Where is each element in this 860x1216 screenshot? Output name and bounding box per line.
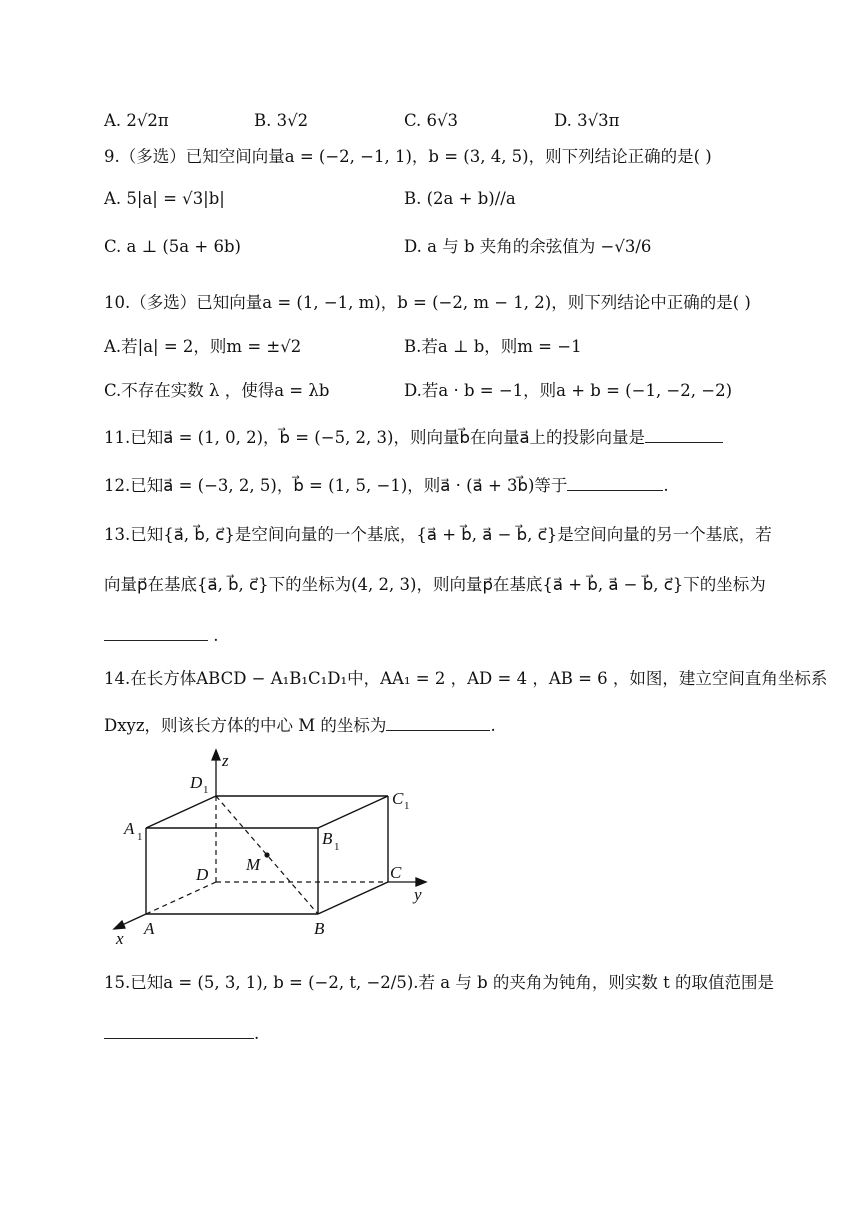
q11-line (104, 426, 723, 449)
edge-bc (318, 882, 388, 914)
label-d: D (196, 865, 209, 884)
q13-end: . (213, 626, 219, 645)
q9-option-c: C. a ⊥ (5a + 6b) (104, 237, 241, 256)
q10-stem: 10.（多选）已知向量a = (1, −1, m)，b = (−2, m − 1, 2)，则下列结论中正确的是( ) (104, 293, 751, 312)
q10-option-a: A.若|a| = 2，则m = ±√2 (104, 337, 302, 356)
q14-end: . (490, 716, 496, 735)
label-c1-sub: 1 (404, 800, 410, 812)
x-axis-arrow (114, 921, 125, 929)
cuboid-figure (108, 748, 448, 948)
label-y: y (414, 885, 422, 904)
q8-option-c: C. 6√3 (404, 111, 459, 130)
q15-line: 15.已知a = (5, 3, 1), b = (−2, t, −2/5).若 a 与 b 的夹角为钝角，则实数 t 的取值范围是 (104, 973, 775, 992)
label-z: z (222, 751, 229, 770)
q14-text: Dxyz，则该长方体的中心 M 的坐标为 (104, 716, 387, 735)
q8-option-d: D. 3√3π (554, 111, 620, 130)
edge-ad-hidden (146, 882, 216, 914)
label-x: x (116, 929, 124, 948)
q15-end: . (254, 1024, 260, 1043)
edge-b1c1 (318, 796, 388, 828)
edge-a1d1 (146, 796, 216, 828)
q9-option-d: D. a 与 b 夹角的余弦值为 −√3/6 (404, 237, 652, 256)
q14-answer-blank (386, 714, 490, 731)
label-a: A (144, 919, 155, 938)
label-a1: A (124, 819, 135, 838)
q9-option-a: A. 5|a| = √3|b| (104, 189, 225, 208)
q8-option-b: B. 3√2 (254, 111, 309, 130)
q11-answer-blank (645, 426, 723, 443)
q13-line2: 向量p⃗在基底{a⃗, b⃗, c⃗}下的坐标为(4, 2, 3)，则向量p⃗在基底{a⃗ + b⃗, a⃗ − b⃗, c⃗}下的坐标为 (104, 575, 766, 594)
z-axis-arrow (212, 750, 220, 760)
q10-option-c: C.不存在实数 λ ，使得a = λb (104, 381, 330, 400)
label-c: C (390, 863, 402, 882)
q9-option-b: B. (2a + b)//a (404, 189, 516, 208)
label-d1-sub: 1 (203, 784, 209, 796)
center-point-m (264, 852, 269, 857)
label-m: M (246, 855, 261, 874)
label-d1: D (190, 773, 203, 792)
q13-answer-line (104, 624, 219, 647)
q9-stem: 9.（多选）已知空间向量a = (−2, −1, 1)，b = (3, 4, 5)，则下列结论正确的是( ) (104, 147, 712, 166)
q13-answer-blank (104, 624, 208, 641)
q10-option-b: B.若a ⊥ b，则m = −1 (404, 337, 582, 356)
label-b1: B (322, 829, 333, 848)
q13-line1: 13.已知{a⃗, b⃗, c⃗}是空间向量的一个基底，{a⃗ + b⃗, a⃗ − b⃗, c⃗}是空间向量的另一个基底，若 (104, 525, 772, 544)
q12-line (104, 474, 669, 497)
q15-answer-blank (104, 1022, 254, 1039)
q11-text: 11.已知a⃗ = (1, 0, 2)，b⃗ = (−5, 2, 3)，则向量b⃗在向量a⃗上的投影向量是 (104, 428, 646, 447)
q12-text: 12.已知a⃗ = (−3, 2, 5)，b⃗ = (1, 5, −1)，则a⃗ · (a⃗ + 3b⃗)等于 (104, 476, 568, 495)
label-b1-sub: 1 (334, 841, 340, 853)
label-b: B (314, 919, 325, 938)
q10-option-d: D.若a · b = −1，则a + b = (−1, −2, −2) (404, 381, 733, 400)
q14-line1: 14.在长方体ABCD − A₁B₁C₁D₁中，AA₁ = 2 ，AD = 4 ，AB = 6 ，如图，建立空间直角坐标系 (104, 669, 828, 688)
label-c1: C (392, 789, 404, 808)
label-a1-sub: 1 (137, 831, 143, 843)
q15-answer-line (104, 1022, 259, 1045)
q12-answer-blank (567, 474, 663, 491)
q8-option-a: A. 2√2π (104, 111, 169, 130)
q14-line2 (104, 714, 496, 737)
q12-end: . (663, 476, 669, 495)
